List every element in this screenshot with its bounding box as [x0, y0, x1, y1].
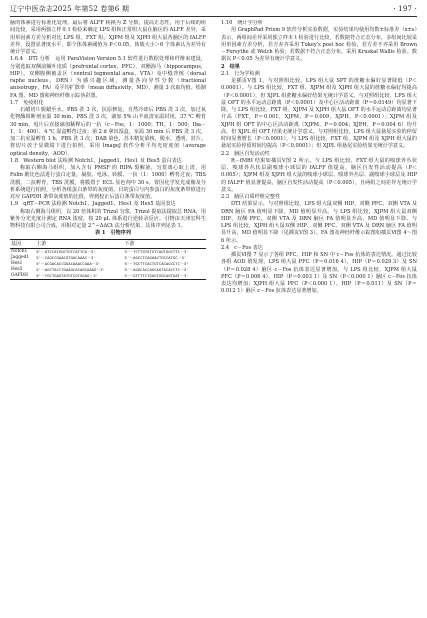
- table-title: 表 1 引物序列: [95, 230, 131, 237]
- section-heading-2-2: 2.2 脑区自发活动性: [221, 150, 270, 157]
- reverse-primer: 5'－TCTTGTGTGTCAGTGGCTTC－3': [124, 248, 189, 254]
- section-heading-1-7: 1.7 免疫组化: [10, 99, 44, 106]
- section-heading-1-9: 1.9 qRT－PCR 法检测 Notch1、Jagged1、Hes1 及 Hes5 基因表达: [10, 201, 176, 208]
- paragraph-behavior: 见插页Ⅴ图 1。与对照组比较，LPS 组大鼠 SPT 的蔗糖水偏好显著降低（P＜0.0001）。与 LPS 组比较，FXT 组、XJPM 组及 XJPH 组大鼠的蔗糖水偏好均提高（P＜0.0001），但 XJPL 组蔗糖水偏好结果无统计学意义。与对照组比较，LPS 组大鼠 OFT 的水平运动总距离（P＜0.0001）及中心区活动距离（P＝0.0149）均显著下降。与 LPS 组比较，FXT 组、XJPM 及 XJPH 组大鼠 OFT 的水平运动总距离均显著升高（FXT，P＝0.001，XJPM，P＝0.009，XJPH，P＜0.0001）；XJPM 组及 XJPH 组 OFT 的中心区活动距离（XJPM，P＝0.004；XJPH，P＝0.004 6）均升高，但 XJPL 组 OFT 结果无统计学意义。与对照组比较，LPS 组大鼠悬尾实验的停留时间显著增长（P＜0.0001）。与 LPS 组比较，FXT 组、XJPM 组及 XJPH 组大鼠的悬尾实验停留时间均提高（P＜0.0001）；但 XJPL 组悬尾实验结果无统计学意义。: [221, 78, 417, 150]
- reverse-primer: 5'－AGCCTCAGAACTGCCATGC－3': [124, 254, 187, 260]
- table-header-row: [10, 239, 206, 248]
- primer-table: [10, 239, 206, 281]
- table-row: [10, 273, 206, 280]
- paragraph-fmri: R－fMRI 结果如插页Ⅴ图 2 所示。与 LPS 组比较，FXT 组大鼠的嗅球外丛状层、嗅球外丛状层副嗅球小球层的 fALFF 值提高，脑区自发性活动提高（P＜0.005）；XJPM 组及 XJPH 组大鼠的嗅球小球层、嗅球外丛层、副嗅球小球层及 HIP 的 fALFF 值显著提高，脑区自发性活动提高（P＜0.005），且两组之间差异无统计学意义。: [221, 157, 417, 193]
- paragraph-dti: DTI 结果显示，与对照组比较，LPS 组大鼠双侧 HIP、双侧 PFC、双侧 VTA 及 DRN 脑区 FA 值明显下降，MD 值明显升高。与 LPS 组比较，XJPM 组大鼠双侧 HIP、双侧 PFC、双侧 VTA 及 DRN 脑区 FA 值明显升高，MD 值明显下降。与 LPS 组比较，XJPH 组大鼠双侧 HIP、双侧 PFC、双侧 VTA 及 DRN 脑区 FA 值明显升高，MD 值明显下降（见插页Ⅴ图 3）。FA 图及神经纤维示踪图如插页Ⅵ图 4～图 6 所示。: [221, 201, 417, 244]
- forward-primer: 5'－CAGCCGAACGTGACAAAC－3': [36, 254, 96, 260]
- gene-name: Notch1: [11, 248, 28, 254]
- forward-primer: 5'－TGCTGAGTATGTCGTGGAG－3': [35, 273, 123, 280]
- table-row: [10, 248, 206, 255]
- paragraph-statistics: 用 GraphPad Prism 9 软件分析实验数据，实验结果均使用均数±标准差（x±s）表示，两组间差异采用独立样本 t 检验进行比较，若数据符合正态分布，多组间比较采用单因素方差分析，若方差齐采用 Tukey's post hoc 检验，若方差不齐采用 Brown－Forsythe 或 Welch 检验；若数据不符合正态分布，采用 Kruskal Wallis 检验。数据以 P＜0.05 为差异有统计学意义。: [221, 27, 417, 63]
- gene-name: Jagged1: [11, 254, 30, 260]
- paragraph-alff: 脑的体素进行标准化处理。最后将 ALFF 转换为 Z 分数，提高正态性，用于后续的组间比较。采用两独立样本 t 检验来确定 LPS 组和正常组大鼠在脑区的 ALFF 差异，采用单因素方差分析对比 LPS 组、FXT 组、XJPM 组及 XJPH 组大鼠各脑区的 fALFF 差异，设置显著度水平，即个体体素阈值为 P＜0.05，体簇大小＞6 个体素认为差异有统计学意义。: [10, 20, 206, 55]
- gene-name: GAPDH: [10, 273, 35, 280]
- gene-name: Hes1: [11, 260, 23, 266]
- reverse-primer: 5'－GTCTTCTGAGTGGCAGTGAT－3': [124, 273, 206, 280]
- section-heading-2-4: 2.4 c－Fos 表达: [221, 244, 263, 251]
- table-header-forward: 上游: [35, 239, 123, 248]
- forward-primer: 5'－ACGACACCGGACAAACCAAA－3': [36, 260, 101, 266]
- left-column: [10, 20, 206, 614]
- header-rule: [10, 16, 417, 17]
- section-1-6-4: 1.6.4 DTI 分析 运用 ParaVision Version 5.1 软件进行数据处理和纤维束建设，分别选取双侧前额叶皮质（prefrontal cortex，PFC）、双侧海马（hippocampus，HIP）、双侧腹侧被盖区（ventral tegmental area，VTA）及中缝背核（dorsal raphe nucleus，DRN）为感兴趣区域，测量各向异性分数（fractional anisotropy，FA）及平均扩散率（mean diffusivity，MD），测量 3 次取均值。绘制 FA 图、MD 图和神经纤维示踪伪彩图。: [10, 56, 206, 99]
- page-number: · 197 ·: [393, 5, 417, 13]
- right-column: [221, 20, 417, 614]
- table-header-gene: 基因: [10, 239, 35, 248]
- section-heading-1-8: 1.8 Western blot 法检测 Notch1、Jagged1、Hes1 及 Hes5 蛋白表达: [10, 157, 182, 164]
- paragraph-western-blot: 称取右侧海马组织，加入含有 PMSF 的 RIPA 裂解液，匀浆离心取上清，用 Folin 酚比色法进行蛋白定量。凝胶、电泳、转膜、一抗（1：1000）孵育过夜；TBS 洗膜，二抗孵育，TBS 洗膜，将膜置于 ECL 显色剂中 30 s。置因化学发光成像及分析系统进行拍照，分析各组蛋白条带的灰度值。目的蛋白与内参蛋白的灰度条带值进行对应 GAPDH 条带灰度值的比值，得到校正后蛋白条带灰度值。: [10, 165, 206, 200]
- section-heading-2-1: 2.1 行为学检测: [221, 70, 260, 77]
- forward-primer: 5'－AGCTACCTGAAGCACAGCAAAG－3': [36, 266, 105, 272]
- paragraph-ihc: 石蜡切片脱蜡至水，PBS 洗 3 次，抗原修复，自然冷却后 PBS 洗 3 次，加过氧化物酶阻断剂室温 30 min，PBS 洗 3 次，滴加 5% 山羊血清室温封闭，37 ℃ 孵育 30 min，甩片后直接滴加稀释后的一抗（c－Fos，1：1000；TH，1：500；Iba－1，1：400），4 ℃ 湿盒孵育过夜；第 2 d 拿出湿盒，室温 30 min 后 PBS 洗 3 次，加二抗室温孵育 1 h，PBS 洗 3 次；DAB 染色，苏木精复染核，脱水，透明，封片。将切片放于显微镜下进行拍照，采用 ImageJ 软件分析平均光密度值（average optical density，AOD）。: [10, 107, 206, 157]
- section-heading-1-10: 1.10 统计学分析: [221, 20, 263, 26]
- running-header: [10, 3, 417, 15]
- gene-name: Hes5: [11, 266, 23, 272]
- paragraph-cfos: 插页Ⅵ图 7 显示了各组 PFC、HIP 和 SN 中 c－Fos 抗体的表达情况。通过比较各组 AOD 值发现，LPS 组大鼠 PFC（P＝0.016 4）、HIP（P＝0.029 3）及 SN（P＝0.028 4）脑区 c－Fos 抗体表达显著增加。与 LPS 组比较，XJPM 组大鼠 PFC（P＝0.006 4）、HIP（P＝0.003 1）及 SN（P＜0.000 1）脑区 c－Fos 抗体表达均增加；XJPH 组大鼠 PFC（P＜0.000 1）、HIP（P＝0.011）及 SN（P＝0.012 1）脑区 c－Fos 抗体表达显著增加。: [221, 252, 417, 295]
- table-header-reverse: 下游: [124, 239, 206, 248]
- journal-info: 辽宁中医杂志2025 年第52 卷第6 期: [10, 5, 130, 13]
- forward-primer: 5'－ATCCATGGCTGTCATTCA－3': [36, 248, 96, 254]
- reverse-primer: 5'－TGCTTCACTGTCACAGCCTC－3': [124, 260, 189, 266]
- section-heading-results: 2 结果: [221, 63, 240, 70]
- section-heading-2-3: 2.3 脑区白质纤维完整性: [221, 194, 281, 200]
- reverse-primer: 5'－AGGCACCAGCAGTACACCTC－3': [124, 266, 189, 272]
- paragraph-qpcr: 称取右侧海马组织，以 20 倍体积的 Trizol 匀浆，Trizol 提取法提取总 RNA，用紫外分光光度计测定 RNA 浓度，按 20 μL 体系进行逆转录反应。引物由天津宏科生物科技有限公司合成，用相对定量 2^−ΔΔCt 法分析结果，具体序列见表 1。: [10, 208, 206, 229]
